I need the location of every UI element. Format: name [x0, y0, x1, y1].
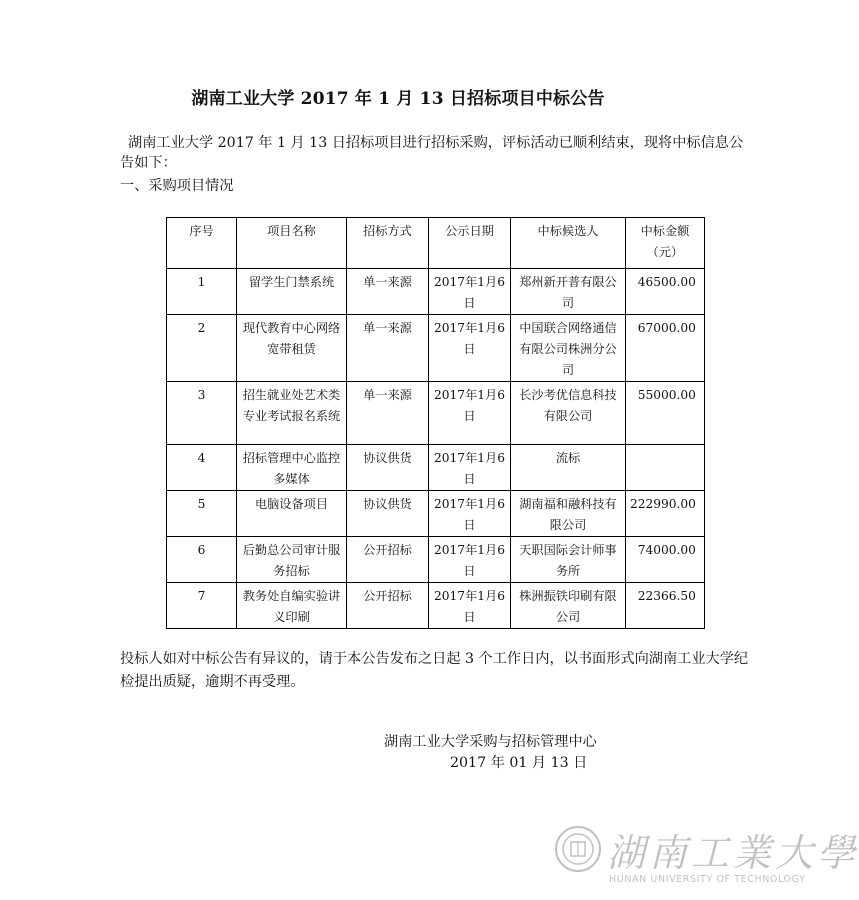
cell-winner: 流标 — [511, 445, 626, 491]
cell-project-name: 电脑设备项目 — [237, 491, 347, 537]
cell-date: 2017年1月6日 — [429, 445, 511, 491]
cell-method: 协议供货 — [347, 491, 429, 537]
university-watermark — [553, 818, 859, 894]
cell-method: 协议供货 — [347, 445, 429, 491]
header-date: 公示日期 — [429, 218, 511, 269]
cell-method: 公开招标 — [347, 537, 429, 583]
cell-date: 2017年1月6日 — [429, 315, 511, 382]
table-row — [167, 382, 705, 445]
section-heading: 一、采购项目情况 — [120, 178, 234, 194]
table-row — [167, 269, 705, 315]
header-index: 序号 — [167, 218, 237, 269]
intro-paragraph: 湖南工业大学 2017 年 1 月 13 日招标项目进行招标采购，评标活动已顺利结束，现将中标信息公告如下： — [120, 135, 744, 171]
cell-index: 6 — [167, 537, 237, 583]
cell-method: 单一来源 — [347, 382, 429, 445]
university-seal-icon — [553, 824, 603, 874]
cell-project-name: 教务处自编实验讲义印刷 — [237, 583, 347, 629]
cell-winner: 中国联合网络通信有限公司株洲分公司 — [511, 315, 626, 382]
cell-project-name: 招生就业处艺术类专业考试报名系统 — [237, 382, 347, 445]
cell-index: 2 — [167, 315, 237, 382]
table-row — [167, 315, 705, 382]
cell-index: 7 — [167, 583, 237, 629]
cell-amount — [626, 445, 705, 491]
cell-index: 5 — [167, 491, 237, 537]
cell-date: 2017年1月6日 — [429, 269, 511, 315]
cell-amount: 74000.00 — [626, 537, 705, 583]
cell-date: 2017年1月6日 — [429, 537, 511, 583]
page-title: 湖南工业大学 2017 年 1 月 13 日招标项目中标公告 — [191, 89, 605, 109]
cell-index: 3 — [167, 382, 237, 445]
header-project-name: 项目名称 — [237, 218, 347, 269]
cell-date: 2017年1月6日 — [429, 382, 511, 445]
table-row — [167, 491, 705, 537]
cell-date: 2017年1月6日 — [429, 583, 511, 629]
cell-winner: 天职国际会计师事务所 — [511, 537, 626, 583]
cell-project-name: 招标管理中心监控多媒体 — [237, 445, 347, 491]
cell-winner: 郑州新开普有限公司 — [511, 269, 626, 315]
cell-method: 公开招标 — [347, 583, 429, 629]
cell-amount: 55000.00 — [626, 382, 705, 445]
cell-winner: 湖南福和融科技有限公司 — [511, 491, 626, 537]
cell-method: 单一来源 — [347, 269, 429, 315]
header-amount: 中标金额（元） — [626, 218, 705, 269]
cell-project-name: 现代教育中心网络宽带租赁 — [237, 315, 347, 382]
table-row — [167, 583, 705, 629]
header-winner: 中标候选人 — [511, 218, 626, 269]
watermark-name-en: HUNAN UNIVERSITY OF TECHNOLOGY — [609, 874, 806, 885]
cell-winner: 株洲振铁印刷有限公司 — [511, 583, 626, 629]
cell-amount: 67000.00 — [626, 315, 705, 382]
cell-amount: 22366.50 — [626, 583, 705, 629]
cell-project-name: 后勤总公司审计服务招标 — [237, 537, 347, 583]
procurement-table — [166, 217, 705, 629]
cell-date: 2017年1月6日 — [429, 491, 511, 537]
signature-date: 2017 年 01 月 13 日 — [450, 755, 588, 771]
signature-organization: 湖南工业大学采购与招标管理中心 — [384, 734, 597, 750]
table-header-row — [167, 218, 705, 269]
cell-winner: 长沙考优信息科技有限公司 — [511, 382, 626, 445]
cell-index: 4 — [167, 445, 237, 491]
objection-paragraph: 投标人如对中标公告有异议的，请于本公告发布之日起 3 个工作日内，以书面形式向湖南工业大学纪检提出质疑，逾期不再受理。 — [120, 651, 749, 690]
cell-amount: 222990.00 — [626, 491, 705, 537]
table-row — [167, 445, 705, 491]
cell-amount: 46500.00 — [626, 269, 705, 315]
table-row — [167, 537, 705, 583]
cell-project-name: 留学生门禁系统 — [237, 269, 347, 315]
cell-method: 单一来源 — [347, 315, 429, 382]
cell-index: 1 — [167, 269, 237, 315]
watermark-name-cn: 湖南工業大學 — [607, 831, 859, 875]
header-method: 招标方式 — [347, 218, 429, 269]
